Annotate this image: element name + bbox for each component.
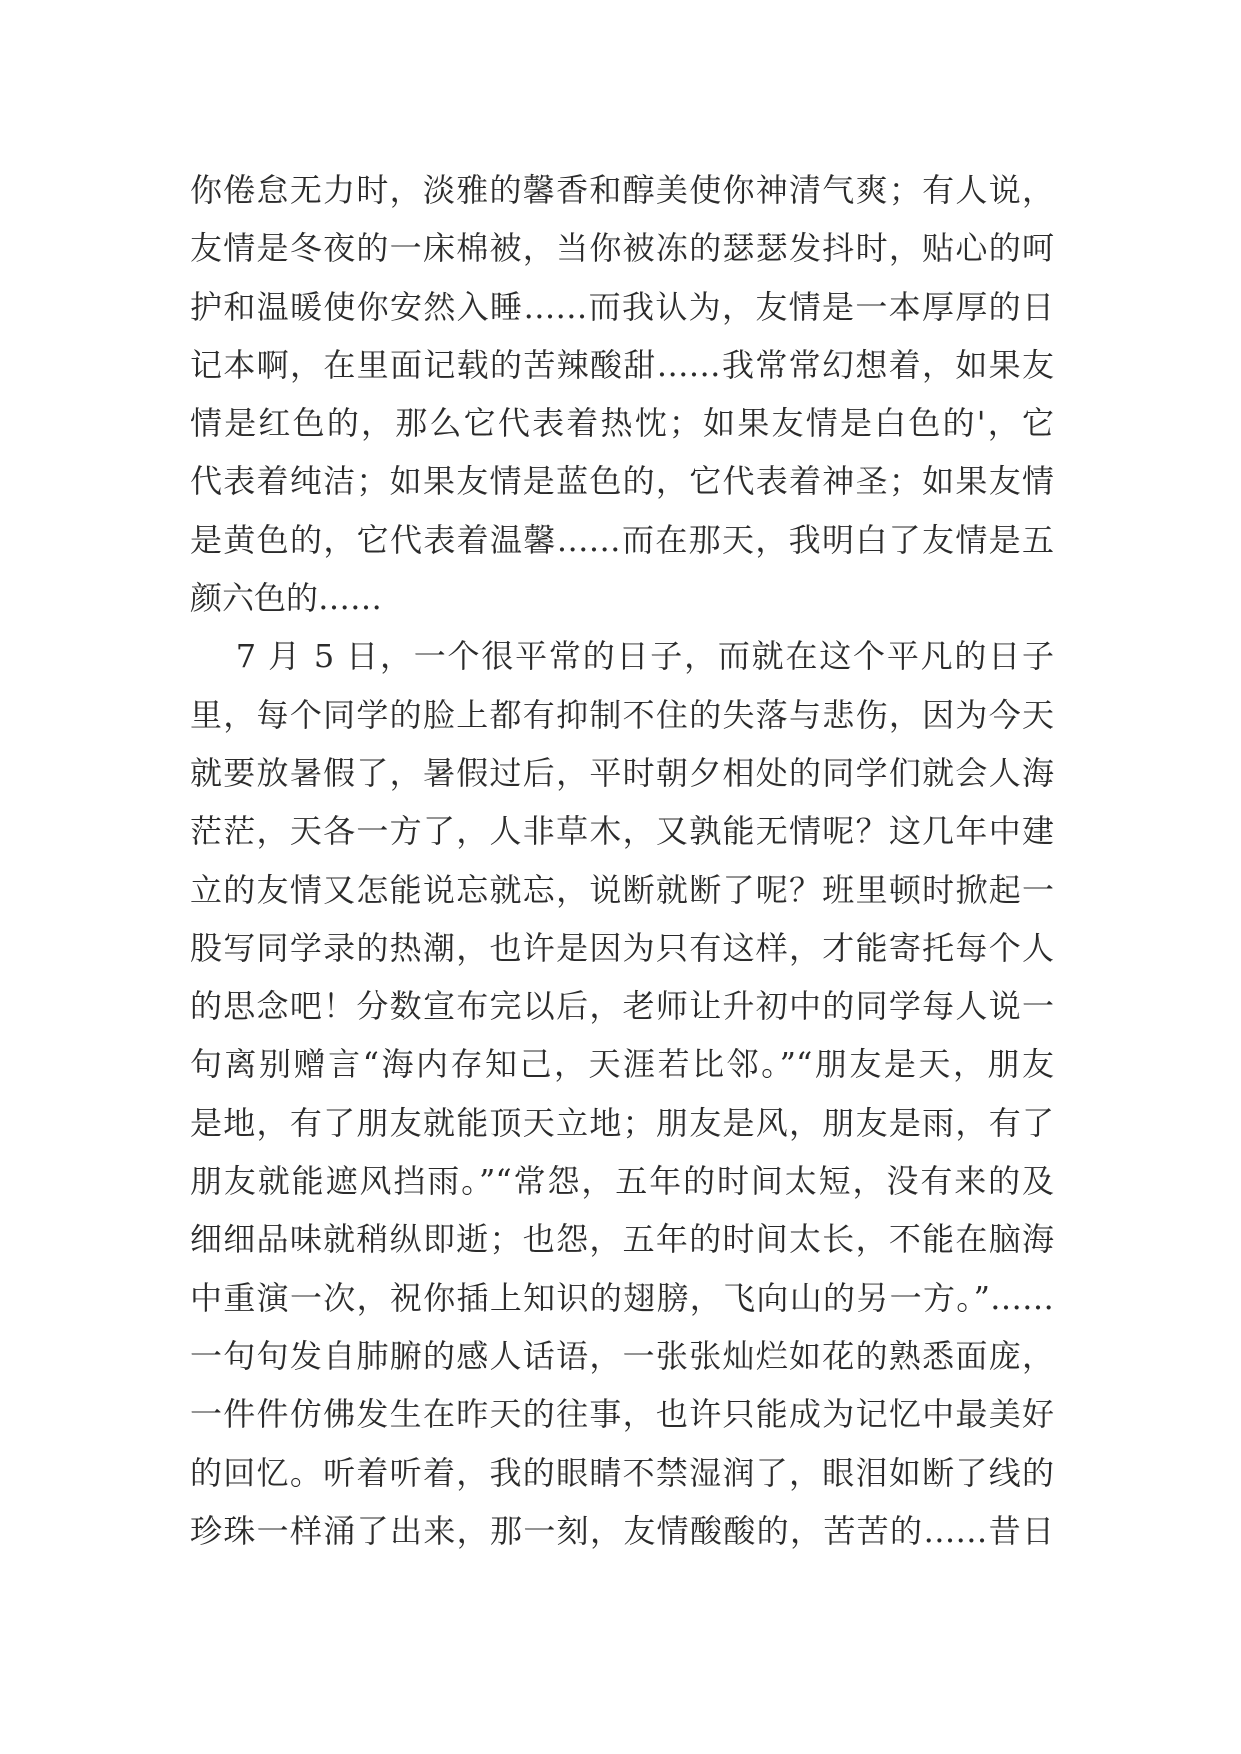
paragraph-2 (190, 634, 1054, 1567)
document-body (190, 168, 1054, 1567)
text-line: 一句句发自肺腑的感人话语，一张张灿烂如花的熟悉面庞， (190, 1336, 1054, 1375)
text-line: 细细品味就稍纵即逝；也怨，五年的时间太长，不能在脑海 (190, 1220, 1054, 1259)
text-line: 护和温暖使你安然入睡……而我认为，友情是一本厚厚的日 (190, 287, 1054, 326)
text-line: 股写同学录的热潮，也许是因为只有这样，才能寄托每个人 (190, 928, 1054, 967)
text-line: 句离别赠言“海内存知己，天涯若比邻。”“朋友是天，朋友 (190, 1045, 1054, 1084)
text-line: 是黄色的，它代表着温馨……而在那天，我明白了友情是五 (190, 520, 1054, 559)
text-line: 你倦怠无力时，淡雅的馨香和醇美使你神清气爽；有人说， (190, 171, 1054, 209)
text-line: 是地，有了朋友就能顶天立地；朋友是风，朋友是雨，有了 (190, 1103, 1054, 1142)
text-line: 颜六色的…… (190, 579, 383, 618)
text-line: 友情是冬夜的一床棉被，当你被冻的瑟瑟发抖时，贴心的呵 (190, 229, 1054, 268)
paragraph-1 (190, 168, 1054, 634)
text-line: 朋友就能遮风挡雨。”“常怨，五年的时间太短，没有来的及 (190, 1162, 1054, 1201)
text-line: 的思念吧！分数宣布完以后，老师让升初中的同学每人说一 (190, 987, 1054, 1026)
text-line: 代表着纯洁；如果友情是蓝色的，它代表着神圣；如果友情 (190, 462, 1054, 501)
text-line: 立的友情又怎能说忘就忘，说断就断了呢？班里顿时掀起一 (190, 870, 1054, 909)
text-line: 就要放暑假了，暑假过后，平时朝夕相处的同学们就会人海 (190, 753, 1054, 792)
text-line: 中重演一次，祝你插上知识的翅膀，飞向山的另一方。”…… (190, 1278, 1054, 1317)
text-line: 珍珠一样涌了出来，那一刻，友情酸酸的，苦苦的……昔日 (190, 1511, 1054, 1550)
text-line: 情是红色的，那么它代表着热忱；如果友情是白色的'，它 (190, 404, 1054, 443)
text-line: 7 月 5 日，一个很平常的日子，而就在这个平凡的日子 (190, 637, 1054, 676)
text-line: 里，每个同学的脸上都有抑制不住的失落与悲伤，因为今天 (190, 695, 1054, 734)
text-line: 一件件仿佛发生在昨天的往事，也许只能成为记忆中最美好 (190, 1395, 1054, 1434)
text-line: 记本啊，在里面记载的苦辣酸甜……我常常幻想着，如果友 (190, 345, 1054, 384)
text-line: 茫茫，天各一方了，人非草木，又孰能无情呢？这几年中建 (190, 812, 1054, 851)
text-line: 的回忆。听着听着，我的眼睛不禁湿润了，眼泪如断了线的 (190, 1453, 1054, 1492)
